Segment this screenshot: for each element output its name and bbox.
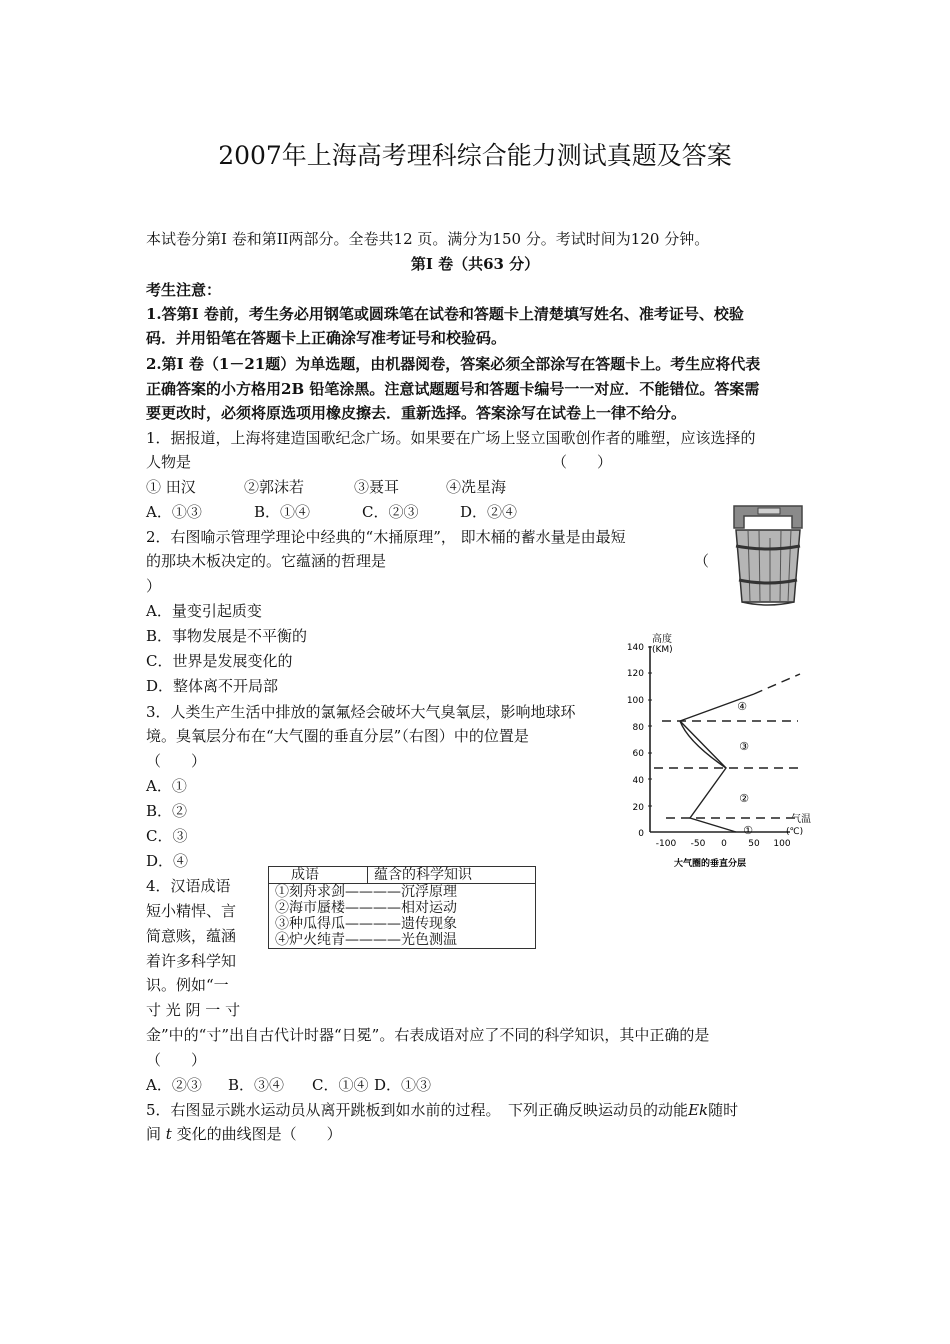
- q2-option-b: B．事物发展是不平衡的: [146, 627, 308, 645]
- idiom-table-header: [269, 867, 536, 884]
- q5-t-symbol: t: [165, 1125, 172, 1143]
- q2-blank-open: （: [694, 552, 710, 570]
- q3-line2: 境。臭氧层分布在“大气圈的垂直分层”（右图）中的位置是: [146, 727, 529, 745]
- q5-line1-suffix: 随时: [708, 1101, 739, 1119]
- table-row: [269, 932, 536, 949]
- table-row: [269, 916, 536, 932]
- atmosphere-layers-chart: [618, 632, 811, 876]
- q4-side-line6: 寸 光 阴 一 寸: [146, 1001, 241, 1019]
- q4-side-line5: 识。例如“一: [146, 976, 229, 994]
- idiom-row-1: ①刻舟求剑————沉浮原理: [269, 884, 536, 901]
- page-title: 2007年上海高考理科综合能力测试真题及答案: [218, 141, 732, 170]
- notice-heading: 考生注意：: [146, 281, 222, 299]
- chart-x-axis-title: 气温: [791, 814, 811, 825]
- q1-option-c: C．②③: [362, 503, 419, 521]
- q2-option-c: C．世界是发展变化的: [146, 652, 293, 670]
- q1-option-d: D．②④: [460, 503, 518, 521]
- notice1-line2: 码．并用铅笔在答题卡上正确涂写准考证号和校验码。: [146, 329, 507, 347]
- q3-option-d: D．④: [146, 852, 189, 870]
- layer-label-4: ④: [737, 700, 747, 713]
- x-tick-neg100: -100: [655, 839, 677, 849]
- q3-line1: 3．人类生产生活中排放的氯氟烃会破坏大气臭氧层，影响地球环: [146, 703, 576, 721]
- y-tick-100: 100: [626, 696, 644, 706]
- idiom-col-header: 成语: [269, 867, 368, 884]
- q1-line2: 人物是: [146, 453, 192, 471]
- x-tick-50: 50: [748, 839, 760, 849]
- layer-label-3: ③: [739, 740, 749, 753]
- q5-line2-prefix: 间: [146, 1125, 162, 1143]
- q1-person-3: ③聂耳: [354, 478, 400, 496]
- q1-person-2: ②郭沫若: [244, 478, 305, 496]
- q2-line1: 2．右图喻示管理学理论中经典的“木捅原理”， 即木桶的蓄水量是由最短: [146, 528, 626, 546]
- x-tick-neg50: -50: [690, 839, 706, 849]
- knowledge-col-header: 蕴含的科学知识: [368, 867, 536, 884]
- q2-blank-close: ）: [146, 577, 162, 595]
- chart-x-axis-unit: (℃): [786, 827, 804, 837]
- chart-caption: 大气圈的垂直分层: [673, 859, 747, 869]
- notice2-line1: 2.第I 卷（1－21题）为单选题，由机器阅卷，答案必须全部涂写在答题卡上。考生应将代表: [146, 355, 761, 373]
- q1-person-1: ① 田汉: [146, 478, 196, 496]
- q4-side-line1: 4．汉语成语: [146, 877, 231, 895]
- part1-heading: 第I 卷（共63 分）: [410, 255, 540, 273]
- q5-line1-wrap: [146, 1100, 738, 1120]
- q4-line2: （ ）: [146, 1051, 207, 1069]
- q1-line1: 1．据报道，上海将建造国歌纪念广场。如果要在广场上竖立国歌创作者的雕塑，应该选择的: [146, 429, 756, 447]
- q2-option-a: A．量变引起质变: [146, 602, 262, 620]
- y-tick-60: 60: [632, 749, 644, 759]
- chart-y-axis-title: 高度: [652, 634, 672, 645]
- q3-option-b: B．②: [146, 802, 188, 820]
- intro-text: 本试卷分第I 卷和第II两部分。全卷共12 页。满分为150 分。考试时间为120 分钟。: [146, 230, 710, 248]
- y-tick-20: 20: [632, 803, 644, 813]
- q3-option-a: A．①: [146, 777, 187, 795]
- idiom-table: [268, 866, 536, 949]
- idiom-row-2: ②海市蜃楼————相对运动: [269, 900, 536, 916]
- chart-y-axis-unit: (KM): [652, 645, 673, 655]
- notice2-line2: 正确答案的小方格用2B 铅笔涂黑。注意试题题号和答题卡编号一一对应．不能错位。答案需: [146, 380, 760, 398]
- q5-line2: 变化的曲线图是（ ）: [176, 1125, 342, 1143]
- q4-option-a: A．②③: [146, 1076, 202, 1094]
- idiom-row-4: ④炉火纯青————光色测温: [269, 932, 536, 949]
- q4-line1: 金”中的“寸”出自古代计时器“日冕”。右表成语对应了不同的科学知识，其中正确的是: [146, 1026, 710, 1044]
- q4-option-d: D．①③: [374, 1076, 432, 1094]
- q2-line2: 的那块木板决定的。它蕴涵的哲理是: [146, 552, 387, 570]
- q1-person-4: ④冼星海: [446, 478, 507, 496]
- q4-side-line3: 简意赅，蕴涵: [146, 927, 237, 945]
- q3-option-c: C．③: [146, 827, 188, 845]
- wooden-bucket-illustration: [728, 498, 808, 610]
- idiom-row-3: ③种瓜得瓜————遗传现象: [269, 916, 536, 932]
- notice2-line3: 要更改时，必须将原选项用橡皮擦去．重新选择。答案涂写在试卷上一律不给分。: [146, 404, 687, 422]
- q1-option-a: A．①③: [146, 503, 202, 521]
- y-tick-40: 40: [632, 776, 644, 786]
- q4-option-b: B．③④: [228, 1076, 285, 1094]
- q4-side-line2: 短小精悍、言: [146, 902, 237, 920]
- y-tick-80: 80: [632, 723, 644, 733]
- table-row: [269, 900, 536, 916]
- notice1-line1: 1.答第I 卷前，考生务必用钢笔或圆珠笔在试卷和答题卡上清楚填写姓名、准考证号、校验: [146, 305, 744, 323]
- y-tick-0: 0: [638, 829, 644, 839]
- x-tick-100: 100: [773, 839, 791, 849]
- q1-answer-blank: （ ）: [552, 453, 613, 471]
- y-tick-120: 120: [626, 669, 644, 679]
- q4-option-c: C．①④: [312, 1076, 369, 1094]
- q4-side-line4: 着许多科学知: [146, 952, 237, 970]
- q3-line3: （ ）: [146, 752, 207, 770]
- layer-label-1: ①: [743, 824, 753, 837]
- q1-option-b: B．①④: [254, 503, 311, 521]
- q5-ek-symbol: Ek: [688, 1101, 709, 1119]
- q5-line2-wrap: [146, 1124, 342, 1144]
- table-row: [269, 884, 536, 901]
- q2-option-d: D．整体离不开局部: [146, 677, 279, 695]
- q5-line1: 5．右图显示跳水运动员从离开跳板到如水前的过程。 下列正确反映运动员的动能: [146, 1101, 689, 1119]
- x-tick-0: 0: [721, 839, 727, 849]
- y-tick-140: 140: [626, 643, 644, 653]
- layer-label-2: ②: [739, 792, 749, 805]
